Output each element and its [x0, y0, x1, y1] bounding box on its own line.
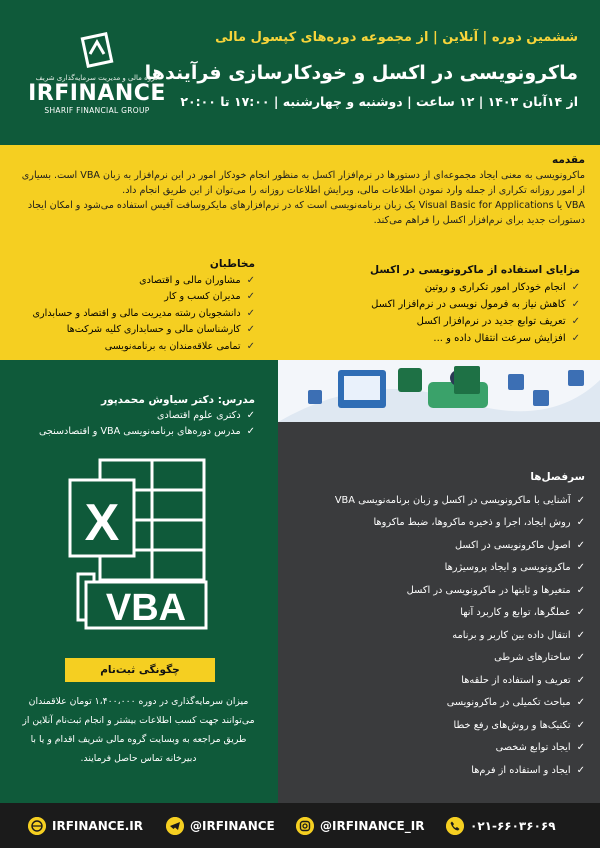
check-icon: ✓	[576, 494, 585, 506]
globe-icon	[28, 817, 46, 835]
check-icon: ✓	[246, 426, 255, 437]
syllabus-block	[292, 466, 585, 782]
check-icon: ✓	[246, 291, 255, 302]
list-item: ✓عملگرها، توابع و کاربرد آنها	[292, 602, 585, 625]
check-icon: ✓	[576, 539, 585, 551]
audience-block	[25, 256, 255, 355]
check-icon: ✓	[576, 562, 585, 573]
illustration	[278, 360, 600, 422]
intro-title: مقدمه	[552, 154, 585, 166]
excel-x-letter: X	[84, 494, 120, 552]
logo-english: SHARIF FINANCIAL GROUP	[44, 106, 150, 115]
registration-text: میزان سرمایه‌گذاری در دوره ۱،۴۰۰،۰۰۰ تومان علاقمندان می‌توانند جهت کسب اطلاعات بیشتر و انجام ثبت‌نام آنلاین از طریق مراجعه به وبسایت گروه مالی شریف اقدام و یا با دبیرخانه تماس حاصل فرمایند.	[22, 696, 255, 764]
list-item: ✓تمامی علاقه‌مندان به برنامه‌نویسی	[25, 339, 255, 356]
check-icon: ✓	[576, 674, 585, 686]
list-item: ✓دانشجویان رشته مدیریت مالی و اقتصاد و حسابداری	[25, 306, 255, 323]
check-icon: ✓	[576, 697, 585, 708]
list-item: ✓مدرس دوره‌های برنامه‌نویسی VBA و اقتصادسنجی	[20, 424, 255, 440]
list-item: ✓افزایش سرعت انتقال داده و ...	[310, 330, 580, 347]
check-icon: ✓	[246, 324, 255, 335]
footer	[0, 803, 600, 848]
course-title: ماکرونویسی در اکسل و خودکارسازی فرآیندها	[144, 62, 578, 84]
course-meta: ششمین دوره | آنلاین | از مجموعه دوره‌های کپسول مالی	[215, 30, 578, 45]
vba-label: VBA	[105, 587, 187, 629]
intro-paragraph-2: VBA یا Visual Basic for Applications یک زبان برنامه‌نویسی است که در نرم‌افزارهای مایکروسافت آفیس استفاده می‌شود و امکان ایجاد دستورات جدید برای نرم‌افزار اکسل را فراهم می‌کند.	[27, 200, 585, 226]
list-item: ✓مشاوران مالی و اقتصادی	[25, 273, 255, 290]
teacher-title: مدرس: دکتر سیاوش محمدپور	[101, 394, 255, 406]
footer-instagram[interactable]: @IRFINANCE_IR	[296, 816, 424, 836]
check-icon: ✓	[571, 299, 580, 310]
list-item: ✓ایجاد و استفاده از فرم‌ها	[292, 760, 585, 783]
check-icon: ✓	[246, 274, 255, 286]
check-icon: ✓	[571, 333, 580, 344]
check-icon: ✓	[576, 652, 585, 663]
footer-telegram[interactable]: @IRFINANCE	[166, 816, 275, 836]
phone-icon	[446, 817, 464, 835]
list-item: ✓دکتری علوم اقتصادی	[20, 408, 255, 424]
list-item: ✓مباحث تکمیلی در ماکرونویسی	[292, 692, 585, 715]
check-icon: ✓	[576, 742, 585, 753]
logo-subtitle: گروه مالی و مدیریت سرمایه‌گذاری شریف	[35, 74, 159, 82]
footer-phone[interactable]: ۰۲۱-۶۶۰۳۶۰۶۹	[446, 816, 556, 836]
course-schedule: از ۱۴آبان ۱۴۰۳ | ۱۲ ساعت | دوشنبه و چهارشنبه | ۱۷:۰۰ تا ۲۰:۰۰	[180, 94, 578, 109]
list-item: ✓تعریف و استفاده از حلقه‌ها	[292, 670, 585, 693]
check-icon: ✓	[246, 410, 255, 421]
check-icon: ✓	[246, 340, 255, 352]
intro-paragraph-1: ماکرونویسی به معنی ایجاد مجموعه‌ای از دستورها در نرم‌افزار اکسل به منظور انجام خودکار امور در این نرم‌افزار به زبان VBA است. بسیاری از امور روزانه تکراری از جمله وارد نمودن اطلاعات مالی، ویرایش اطلاعات روزانه را می‌توان از این طریق انجام داد.	[21, 170, 585, 196]
list-item: ✓اصول ماکرونویسی در اکسل	[292, 535, 585, 558]
list-item: ✓متغیرها و ثابتها در ماکرونویسی در اکسل	[292, 580, 585, 603]
benefits-block	[310, 262, 580, 347]
check-icon: ✓	[576, 607, 585, 618]
instagram-icon	[296, 817, 314, 835]
check-icon: ✓	[576, 764, 585, 776]
logo-name: IRFINANCE	[28, 81, 166, 106]
check-icon: ✓	[576, 517, 585, 528]
excel-illustration-icon	[278, 360, 600, 422]
benefits-title: مزایای استفاده از ماکرونویسی در اکسل	[370, 264, 580, 276]
list-item: ✓انتقال داده بین کاربر و برنامه	[292, 625, 585, 648]
excel-vba-logo-icon	[60, 452, 210, 642]
check-icon: ✓	[246, 307, 255, 319]
list-item: ✓ساختارهای شرطی	[292, 647, 585, 670]
list-item: ✓ماکرونویسی و ایجاد پروسیژرها	[292, 557, 585, 580]
list-item: ✓آشنایی با ماکرونویسی در اکسل و زبان برنامه‌نویسی VBA	[292, 490, 585, 513]
list-item: ✓ایجاد توابع شخصی	[292, 737, 585, 760]
list-item: ✓کارشناسان مالی و حسابداری کلیه شرکت‌ها	[25, 322, 255, 339]
teacher-block	[20, 392, 255, 440]
check-icon: ✓	[576, 584, 585, 596]
footer-website[interactable]: IRFINANCE.IR	[28, 816, 143, 836]
list-item: ✓تعریف توابع جدید در نرم‌افزار اکسل	[310, 313, 580, 330]
list-item: ✓روش ایجاد، اجرا و ذخیره ماکروها، ضبط ماکروها	[292, 512, 585, 535]
syllabus-title: سرفصل‌ها	[530, 471, 585, 483]
list-item: ✓تکنیک‌ها و روش‌های رفع خطا	[292, 715, 585, 738]
check-icon: ✓	[571, 282, 580, 293]
list-item: ✓مدیران کسب و کار	[25, 289, 255, 306]
audience-title: مخاطبان	[209, 258, 255, 270]
check-icon: ✓	[576, 719, 585, 731]
registration-title: چگونگی ثبت‌نام	[65, 658, 215, 682]
check-icon: ✓	[571, 316, 580, 327]
intro-block	[20, 153, 585, 228]
irfinance-logo-icon	[77, 30, 117, 70]
list-item: ✓انجام خودکار امور تکراری و روتین	[310, 279, 580, 296]
check-icon: ✓	[576, 629, 585, 641]
telegram-icon	[166, 817, 184, 835]
list-item: ✓کاهش نیاز به فرمول نویسی در نرم‌افزار اکسل	[310, 296, 580, 313]
